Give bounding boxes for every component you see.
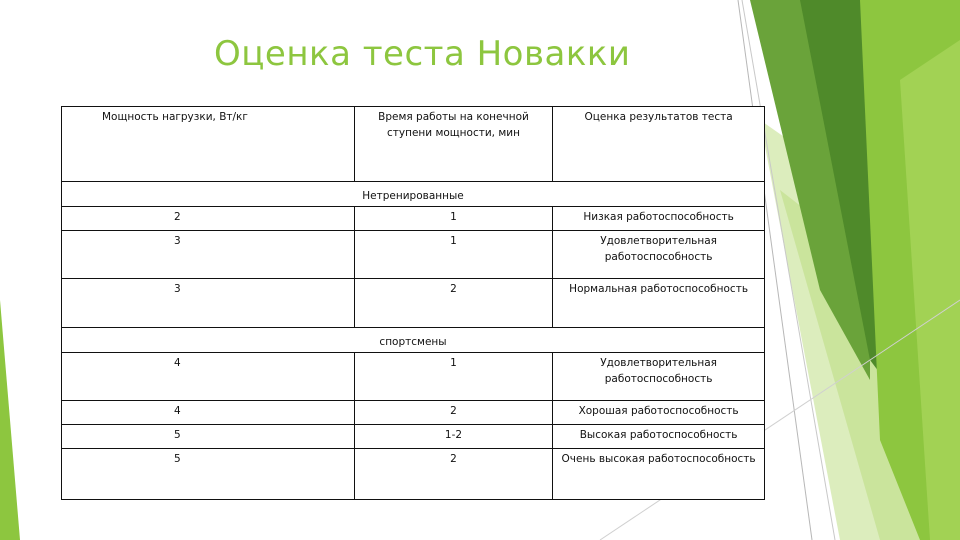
time-cell: 1 xyxy=(354,231,552,279)
time-cell: 2 xyxy=(354,401,552,425)
load-cell: 2 xyxy=(62,207,355,231)
time-cell: 1-2 xyxy=(354,425,552,449)
load-cell: 3 xyxy=(62,279,355,328)
assessment-cell: Высокая работоспособность xyxy=(553,425,765,449)
assessment-cell: Очень высокая работоспособность xyxy=(553,449,765,500)
section-label: Нетренированные xyxy=(62,182,765,207)
section-row-untrained xyxy=(62,182,765,207)
assessment-cell: Удовлетворительная работоспособность xyxy=(553,353,765,401)
left-green-sliver xyxy=(0,300,20,540)
time-cell: 2 xyxy=(354,279,552,328)
table-row xyxy=(62,279,765,328)
time-cell: 1 xyxy=(354,207,552,231)
load-cell: 5 xyxy=(62,449,355,500)
table-row xyxy=(62,449,765,500)
assessment-cell: Нормальная работоспособность xyxy=(553,279,765,328)
table-row xyxy=(62,425,765,449)
table-row xyxy=(62,207,765,231)
header-load-power: Мощность нагрузки, Вт/кг xyxy=(62,107,355,182)
time-cell: 1 xyxy=(354,353,552,401)
table-row xyxy=(62,231,765,279)
header-work-time: Время работы на конечной ступени мощности, мин xyxy=(354,107,552,182)
assessment-cell: Удовлетворительная работоспособность xyxy=(553,231,765,279)
load-cell: 4 xyxy=(62,353,355,401)
load-cell: 5 xyxy=(62,425,355,449)
time-cell: 2 xyxy=(354,449,552,500)
section-label: спортсмены xyxy=(62,328,765,353)
section-row-athletes xyxy=(62,328,765,353)
assessment-cell: Хорошая работоспособность xyxy=(553,401,765,425)
table-row xyxy=(62,353,765,401)
header-result-assessment: Оценка результатов теста xyxy=(553,107,765,182)
slide-title: Оценка теста Новакки xyxy=(214,34,631,74)
assessment-cell: Низкая работоспособность xyxy=(553,207,765,231)
load-cell: 3 xyxy=(62,231,355,279)
load-cell: 4 xyxy=(62,401,355,425)
table-row xyxy=(62,401,765,425)
novakki-test-table xyxy=(61,106,765,500)
table-header-row xyxy=(62,107,765,182)
